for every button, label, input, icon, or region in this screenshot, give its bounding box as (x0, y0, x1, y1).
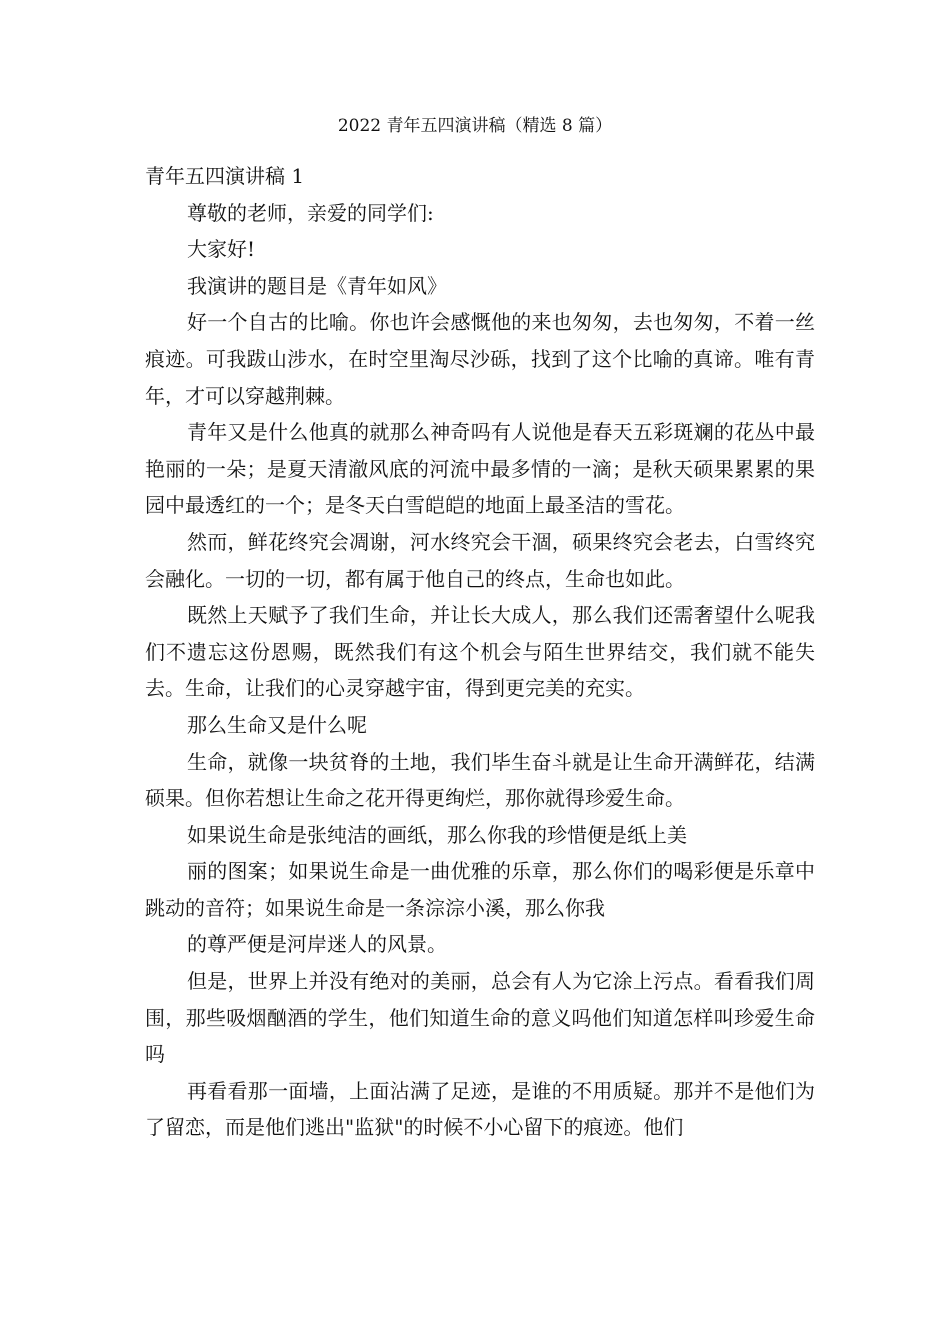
paragraph-greeting-teachers: 尊敬的老师，亲爱的同学们: (187, 200, 434, 225)
paragraph: 丽的图案；如果说生命是一曲优雅的乐章，那么你们的喝彩便是乐章中跳动的音符；如果说生命是一条淙淙小溪，那么你我 (145, 859, 815, 920)
paragraph: 青年又是什么他真的就那么神奇吗有人说他是春天五彩斑斓的花丛中最艳丽的一朵；是夏天清澈风底的河流中最多情的一滴；是秋天硕果累累的果园中最透红的一个；是冬天白雪皑皑的地面上最圣洁的雪花。 (145, 420, 815, 518)
document-body (145, 158, 815, 1146)
paragraph: 但是，世界上并没有绝对的美丽，总会有人为它涂上污点。看看我们周围，那些吸烟酗酒的学生，他们知道生命的意义吗他们知道怎样叫珍爱生命吗 (145, 969, 815, 1067)
paragraph: 再看看那一面墙，上面沾满了足迹，是谁的不用质疑。那并不是他们为了留恋，而是他们逃出"监狱"的时候不小心留下的痕迹。他们 (145, 1078, 815, 1140)
paragraph: 既然上天赋予了我们生命，并让长大成人，那么我们还需奢望什么呢我们不遗忘这份恩赐，既然我们有这个机会与陌生世界结交，我们就不能失去。生命，让我们的心灵穿越宇宙，得到更完美的充实。 (145, 603, 815, 701)
document-title: 2022 青年五四演讲稿（精选 8 篇） (337, 116, 613, 136)
paragraph: 生命，就像一块贫脊的土地，我们毕生奋斗就是让生命开满鲜花，结满硕果。但你若想让生命之花开得更绚烂，那你就得珍爱生命。 (145, 749, 815, 811)
paragraph-speech-topic: 我演讲的题目是《青年如风》 (187, 273, 447, 298)
paragraph-greeting-all: 大家好! (187, 237, 256, 262)
paragraph: 如果说生命是张纯洁的画纸，那么你我的珍惜便是纸上美 (187, 822, 687, 847)
paragraph: 的尊严便是河岸迷人的风景。 (187, 932, 447, 957)
section-heading: 青年五四演讲稿 1 (145, 164, 305, 188)
paragraph: 那么生命又是什么呢 (187, 712, 367, 737)
paragraph: 好一个自古的比喻。你也许会感慨他的来也匆匆，去也匆匆，不着一丝痕迹。可我跋山涉水，在时空里淘尽沙砾，找到了这个比喻的真谛。唯有青年，才可以穿越荆棘。 (145, 310, 815, 408)
paragraph: 然而，鲜花终究会凋谢，河水终究会干涸，硕果终究会老去，白雪终究会融化。一切的一切，都有属于他自己的终点，生命也如此。 (145, 529, 815, 591)
